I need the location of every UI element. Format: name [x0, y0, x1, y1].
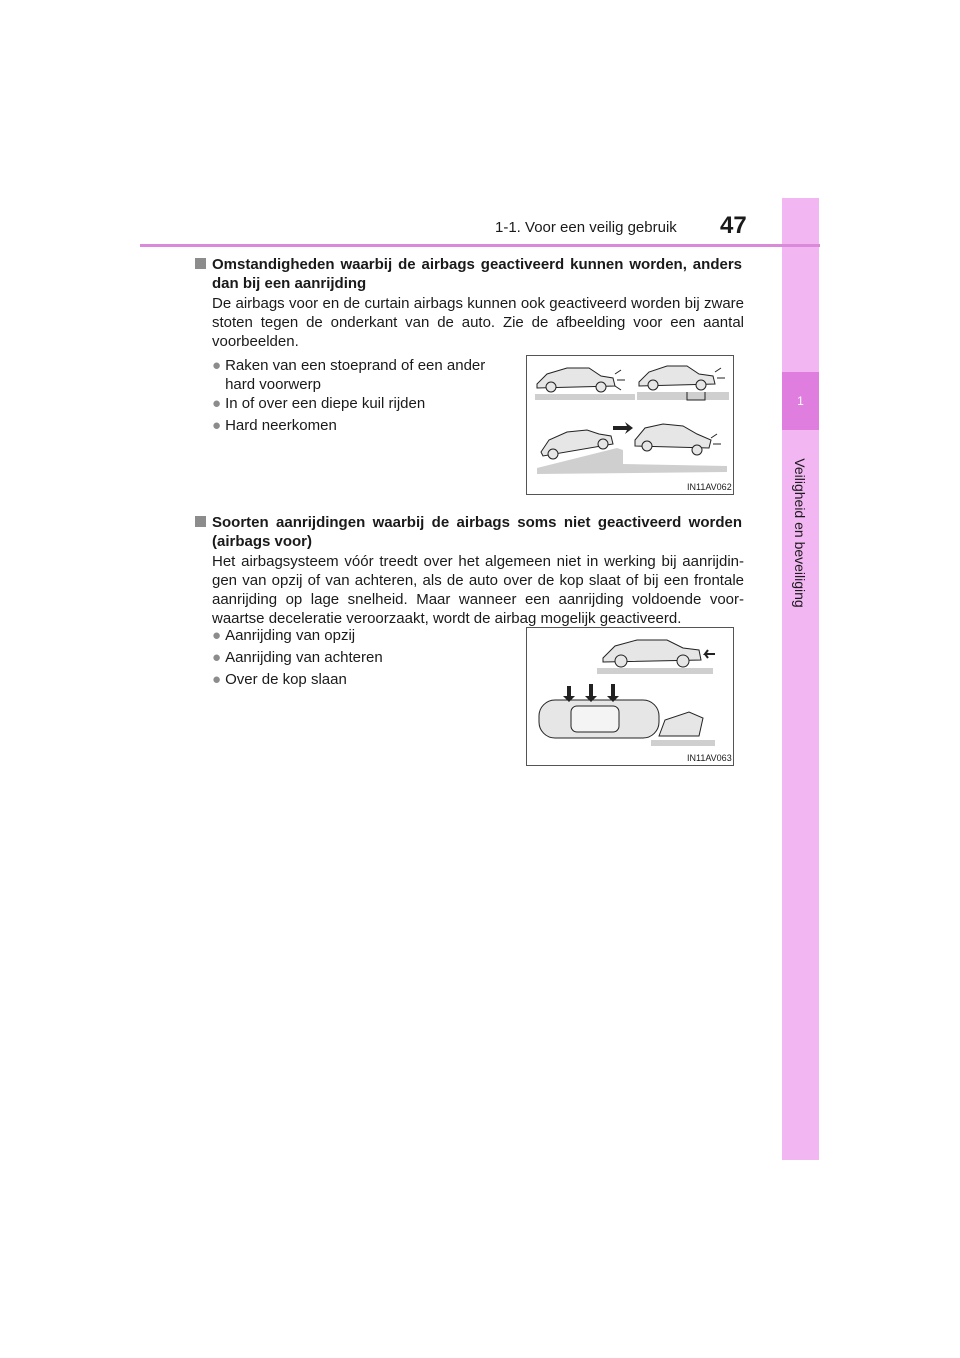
- section2-body: Het airbagsysteem vóór treedt over het algemeen niet in werking bij aanrijdin-gen van opzij of van achteren, als de auto over de kop slaat of bij een frontale aanrijding op lage snelheid. Maar wanneer een aanrijding voldoende voor-waartse deceleratie veroorzaakt, wordt de airbag mogelijk geactiveerd.: [212, 553, 744, 627]
- list-item: ● In of over een diepe kuil rijden: [212, 395, 426, 412]
- figure-non-deploy-collisions: [526, 627, 734, 766]
- square-bullet-icon: [195, 258, 206, 269]
- header-title: 1-1. Voor een veilig gebruik: [495, 219, 677, 236]
- bullet-icon: ●: [212, 417, 222, 434]
- chapter-number: 1: [782, 372, 819, 430]
- section1-heading: Omstandigheden waarbij de airbags geactiveerd kunnen worden, anders dan bij een aanrijding: [195, 255, 742, 293]
- figure-underbody-impacts: [526, 355, 734, 495]
- list-item: ● Over de kop slaan: [212, 671, 347, 688]
- bullet-icon: ●: [212, 357, 222, 374]
- bullet-icon: ●: [212, 627, 222, 644]
- square-bullet-icon: [195, 516, 206, 527]
- chapter-label: Veiligheid en beveiliging: [792, 458, 808, 608]
- header-divider: [140, 244, 820, 247]
- section2-heading: Soorten aanrijdingen waarbij de airbags soms niet geactiveerd worden (airbags voor): [195, 513, 742, 551]
- list-item: ● Raken van een stoeprand of een ander hard voorwerp: [212, 357, 486, 393]
- page-number: 47: [720, 212, 747, 239]
- side-tab: [782, 198, 819, 1160]
- car-illustration: [527, 356, 733, 494]
- figure-code: IN11AV063: [687, 753, 732, 763]
- list-item: ● Aanrijding van opzij: [212, 627, 356, 644]
- list-item: ● Aanrijding van achteren: [212, 649, 383, 666]
- figure-code: IN11AV062: [687, 482, 732, 492]
- section1-body: De airbags voor en de curtain airbags kunnen ook geactiveerd worden bij zware stoten tegen de onderkant van de auto. Zie de afbeelding voor een aantal voorbeelden.: [212, 295, 744, 350]
- car-illustration: [527, 628, 733, 765]
- bullet-icon: ●: [212, 671, 222, 688]
- list-item: ● Hard neerkomen: [212, 417, 337, 434]
- bullet-icon: ●: [212, 395, 222, 412]
- bullet-icon: ●: [212, 649, 222, 666]
